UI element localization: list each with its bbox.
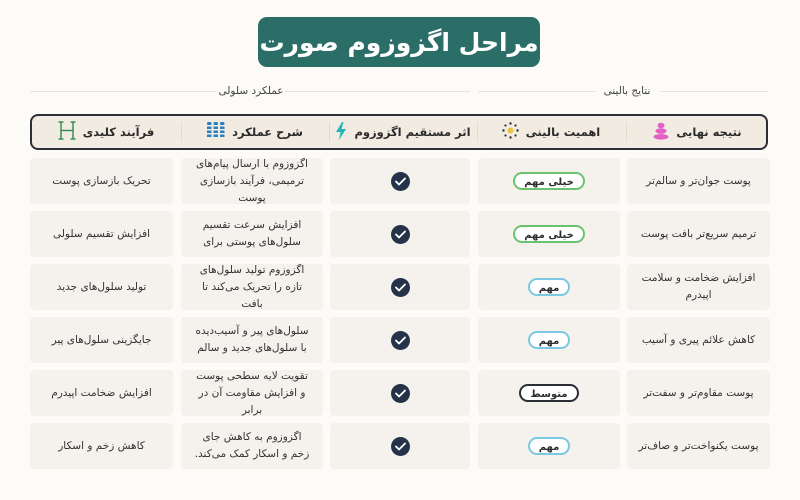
column-header-result-label: نتیجه نهایی [676,125,742,139]
table-cell-direct-effect [330,211,470,257]
importance-badge: مهم [528,331,571,349]
grid-dots-icon [207,122,225,142]
section-divider-cellular-right [285,91,470,92]
table-cell-direct-effect [330,264,470,310]
column-header-result [627,116,768,148]
table-cell-importance [478,158,620,204]
header-divider [329,122,330,142]
table-cell-description [181,158,323,204]
section-divider-cellular-left [30,91,216,92]
check-circle-icon [391,331,410,350]
importance-badge: خیلی مهم [513,172,585,190]
lightning-icon [335,122,347,143]
section-divider-clinical-right [660,91,768,92]
table-cell-description [181,211,323,257]
table-cell-result [627,423,770,469]
column-header-process [32,116,180,148]
table-cell-description [181,264,323,310]
table-cell-direct-effect [330,423,470,469]
table-cell-result [627,158,770,204]
page-title [258,17,540,67]
header-divider [626,122,627,142]
column-header-description [182,116,328,148]
section-label-clinical-text: نتایج بالینی [603,85,651,97]
table-cell-description [181,423,323,469]
table-cell-result [627,211,770,257]
section-label-clinical [598,84,656,98]
check-circle-icon [391,384,410,403]
table-cell-text: کاهش علائم پیری و آسیب [641,333,756,346]
table-cell-direct-effect [330,158,470,204]
section-label-cellular [218,84,284,98]
column-header-description-label: شرح عملکرد [232,125,303,139]
table-cell-process [30,158,173,204]
table-cell-text: اگزوزوم تولید سلول‌های تازه را تحریک می‌کند تا بافت [199,263,305,310]
table-cell-importance [478,264,620,310]
stacked-stones-icon [653,122,669,143]
table-cell-text: کاهش زخم و اسکار [58,439,145,452]
check-circle-icon [391,172,410,191]
table-cell-text: ترمیم سریع‌تر بافت پوست [640,227,757,240]
table-cell-text: اگزوزوم به کاهش جای زخم و اسکار کمک می‌کند. [194,431,310,460]
table-cell-process [30,370,173,416]
header-divider [181,122,182,142]
page-title-text: مراحل اگزوزوم صورت [259,27,539,57]
table-cell-process [30,211,173,257]
table-cell-text: پوست یکنواخت‌تر و صاف‌تر [638,439,759,452]
table-cell-text: پوست مقاوم‌تر و سفت‌تر [643,386,754,399]
table-cell-text: سلول‌های پیر و آسیب‌دیده با سلول‌های جدید و سالم [195,325,309,354]
importance-badge: مهم [528,437,571,455]
table-cell-process [30,264,173,310]
table-header [30,114,768,150]
table-cell-description [181,370,323,416]
table-cell-direct-effect [330,370,470,416]
column-header-direct-effect [330,116,476,148]
table-cell-direct-effect [330,317,470,363]
table-cell-process [30,317,173,363]
importance-badge: خیلی مهم [513,225,585,243]
table-cell-text: افزایش تقسیم سلولی [52,227,151,240]
check-circle-icon [391,225,410,244]
table-cell-description [181,317,323,363]
section-divider-clinical-left [478,91,596,92]
table-cell-text: افزایش ضخامت و سلامت اپیدرم [641,272,756,301]
table-cell-process [30,423,173,469]
table-cell-text: جایگزینی سلول‌های پیر [51,333,152,346]
column-header-importance [478,116,624,148]
importance-badge: متوسط [519,384,578,402]
table-cell-text: افزایش ضخامت اپیدرم [51,386,152,399]
table-cell-text: اگزوزوم با ارسال پیام‌های ترمیمی، فرآیند بازسازی پوست [196,157,308,204]
check-circle-icon [391,437,410,456]
table-cell-importance [478,317,620,363]
table-cell-importance [478,370,620,416]
table-cell-text: تحریک بازسازی پوست [52,174,151,187]
check-circle-icon [391,278,410,297]
table-cell-importance [478,423,620,469]
column-header-importance-label: اهمیت بالینی [525,125,601,139]
importance-badge: مهم [528,278,571,296]
section-label-cellular-text: عملکرد سلولی [218,85,284,97]
column-header-process-label: فرآیند کلیدی [82,125,155,139]
column-header-direct-effect-label: اثر مستقیم اگزوزوم [354,125,471,139]
table-cell-text: افزایش سرعت تقسیم سلول‌های پوستی برای [202,219,302,248]
table-cell-result [627,264,770,310]
table-cell-text: تقویت لایه سطحی پوست و افزایش مقاومت آن در برابر [196,369,308,416]
table-cell-importance [478,211,620,257]
table-cell-result [627,317,770,363]
sparkle-burst-icon [502,122,519,142]
table-cell-text: تولید سلول‌های جدید [56,280,147,293]
h-letter-icon [58,121,76,143]
header-divider [477,122,478,142]
table-cell-result [627,370,770,416]
table-cell-text: پوست جوان‌تر و سالم‌تر [646,174,751,187]
